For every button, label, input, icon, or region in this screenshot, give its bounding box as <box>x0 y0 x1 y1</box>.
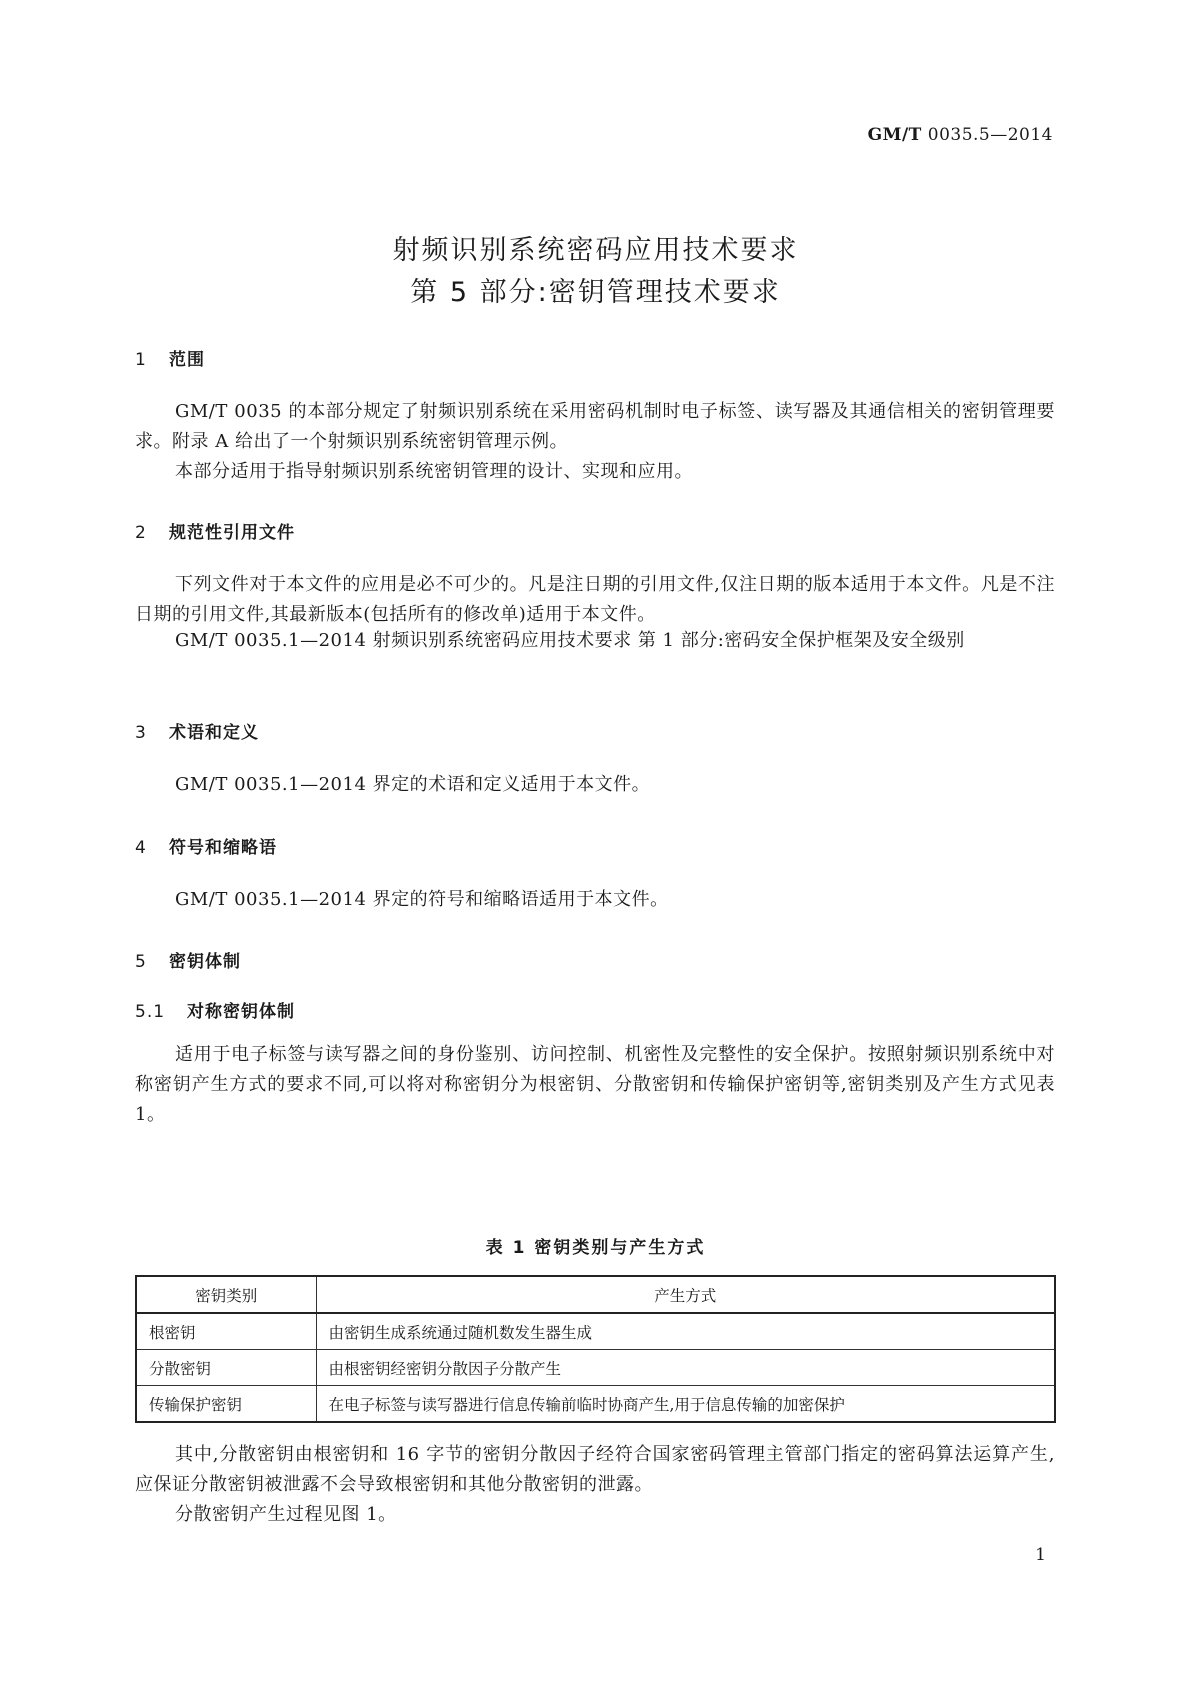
section-number: 5.1 <box>135 1002 166 1022</box>
section-2-reference: GM/T 0035.1—2014 射频识别系统密码应用技术要求 第 1 部分:密码安全保护框架及安全级别 <box>175 630 965 651</box>
section-title: 范围 <box>169 350 205 370</box>
table-cell: 传输保护密钥 <box>136 1386 316 1423</box>
section-1-paragraph-2: 本部分适用于指导射频识别系统密钥管理的设计、实现和应用。 <box>175 461 693 482</box>
section-title: 密钥体制 <box>169 952 241 972</box>
table-row <box>136 1386 1055 1423</box>
table-cell: 根密钥 <box>136 1313 316 1350</box>
section-3-heading <box>135 718 259 743</box>
document-title-line1: 射频识别系统密码应用技术要求 <box>392 235 799 266</box>
section-4-paragraph-1: GM/T 0035.1—2014 界定的符号和缩略语适用于本文件。 <box>175 889 669 910</box>
table-header-generation: 产生方式 <box>316 1276 1055 1313</box>
table-caption: 表 1 密钥类别与产生方式 <box>485 1238 706 1258</box>
section-2-paragraph-1: 下列文件对于本文件的应用是必不可少的。凡是注日期的引用文件,仅注日期的版本适用于本文件。凡是不注日期的引用文件,其最新版本(包括所有的修改单)适用于本文件。 <box>135 574 1055 625</box>
section-1-heading <box>135 345 205 370</box>
section-number: 4 <box>135 838 147 858</box>
table-row <box>136 1313 1055 1350</box>
section-number: 5 <box>135 952 147 972</box>
section-3-paragraph-1: GM/T 0035.1—2014 界定的术语和定义适用于本文件。 <box>175 774 651 795</box>
section-5-heading <box>135 947 241 972</box>
page-number: 1 <box>1035 1545 1046 1565</box>
table-cell: 分散密钥 <box>136 1350 316 1386</box>
table-header-row <box>136 1276 1055 1313</box>
standard-code-number: 0035.5—2014 <box>921 125 1053 145</box>
section-number: 2 <box>135 523 147 543</box>
section-title: 术语和定义 <box>169 723 259 743</box>
section-title: 规范性引用文件 <box>169 523 295 543</box>
document-title-line2: 第 5 部分:密钥管理技术要求 <box>410 277 781 308</box>
standard-code-prefix: GM/T <box>867 125 922 145</box>
section-number: 3 <box>135 723 147 743</box>
table-row <box>136 1350 1055 1386</box>
section-5-1-heading <box>135 997 295 1022</box>
standard-code <box>868 125 1053 145</box>
key-types-table <box>135 1275 1056 1423</box>
section-4-heading <box>135 833 277 858</box>
section-5-1-paragraph-3: 分散密钥产生过程见图 1。 <box>175 1504 397 1525</box>
section-5-1-paragraph-1: 适用于电子标签与读写器之间的身份鉴别、访问控制、机密性及完整性的安全保护。按照射频识别系统中对称密钥产生方式的要求不同,可以将对称密钥分为根密钥、分散密钥和传输保护密钥等,密钥类别及产生方式见表 1。 <box>135 1044 1055 1125</box>
section-1-paragraph-1: GM/T 0035 的本部分规定了射频识别系统在采用密码机制时电子标签、读写器及其通信相关的密钥管理要求。附录 A 给出了一个射频识别系统密钥管理示例。 <box>135 401 1055 452</box>
table-cell: 由根密钥经密钥分散因子分散产生 <box>316 1350 1055 1386</box>
section-number: 1 <box>135 350 147 370</box>
section-title: 对称密钥体制 <box>187 1002 295 1022</box>
section-2-heading <box>135 518 295 543</box>
section-title: 符号和缩略语 <box>169 838 277 858</box>
table-header-key-type: 密钥类别 <box>136 1276 316 1313</box>
section-5-1-paragraph-2: 其中,分散密钥由根密钥和 16 字节的密钥分散因子经符合国家密码管理主管部门指定的密码算法运算产生,应保证分散密钥被泄露不会导致根密钥和其他分散密钥的泄露。 <box>135 1444 1055 1495</box>
table-cell: 由密钥生成系统通过随机数发生器生成 <box>316 1313 1055 1350</box>
table-cell: 在电子标签与读写器进行信息传输前临时协商产生,用于信息传输的加密保护 <box>316 1386 1055 1423</box>
